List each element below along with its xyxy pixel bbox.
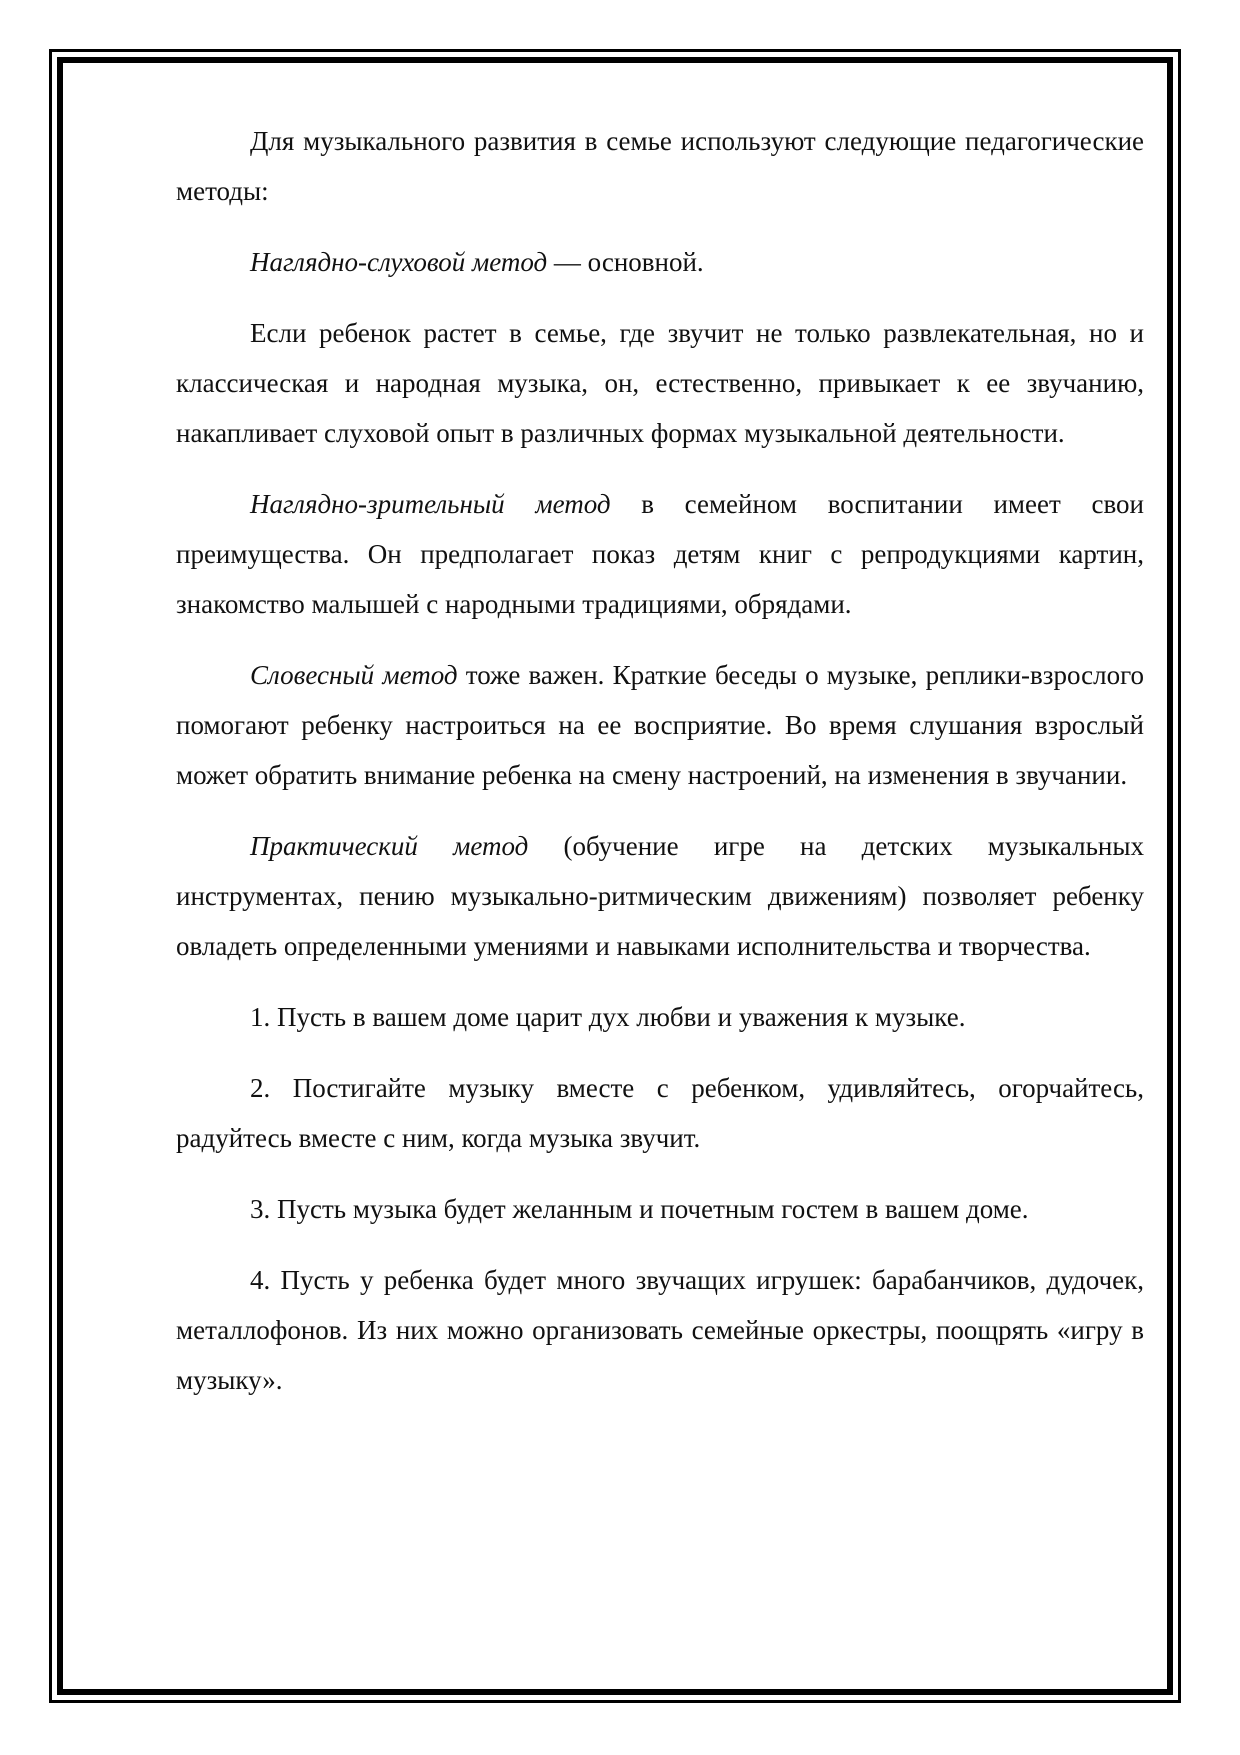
list-item-4: 4. Пусть у ребенка будет много звучащих игрушек: барабанчиков, дудочек, металлофонов. Из них можно организовать семейные оркестры, поощрять «игру в музыку». xyxy=(176,1265,1144,1395)
list-item-1: 1. Пусть в вашем доме царит дух любви и уважения к музыке. xyxy=(250,1002,966,1032)
list-item-2: 2. Постигайте музыку вместе с ребенком, удивляйтесь, огорчайтесь, радуйтесь вместе с ним, когда музыка звучит. xyxy=(176,1073,1144,1153)
paragraph-intro: Для музыкального развития в семье используют следующие педагогические методы: xyxy=(176,126,1144,206)
paragraph-visual-auditory-method: Наглядно-слуховой метод — основной. xyxy=(250,247,704,277)
paragraph-visual-method: Наглядно-зрительный метод в семейном воспитании имеет свои преимущества. Он предполагает показ детям книг с репродукциями картин, знакомство малышей с народными традициями, обрядами. xyxy=(176,489,1144,619)
list-item-3: 3. Пусть музыка будет желанным и почетным гостем в вашем доме. xyxy=(250,1194,1029,1224)
method-name: Практический метод xyxy=(250,831,529,861)
method-name: Наглядно-зрительный метод xyxy=(250,489,611,519)
method-name: Наглядно-слуховой метод xyxy=(250,247,548,277)
document-body xyxy=(176,116,1144,1426)
paragraph-practical-method: Практический метод (обучение игре на детских музыкальных инструментах, пению музыкально-ритмическим движениям) позволяет ребенку овладеть определенными умениями и навыками исполнительства и творчества. xyxy=(176,831,1144,961)
method-name: Словесный метод xyxy=(250,660,458,690)
paragraph-verbal-method: Словесный метод тоже важен. Краткие беседы о музыке, реплики-взрослого помогают ребенку настроиться на ее восприятие. Во время слушания взрослый может обратить внимание ребенка на смену настроений, на изменения в звучании. xyxy=(176,660,1144,790)
paragraph-home-music: Если ребенок растет в семье, где звучит не только развлекательная, но и классическая и народная музыка, он, естественно, привыкает к ее звучанию, накапливает слуховой опыт в различных формах музыкальной деятельности. xyxy=(176,318,1144,448)
